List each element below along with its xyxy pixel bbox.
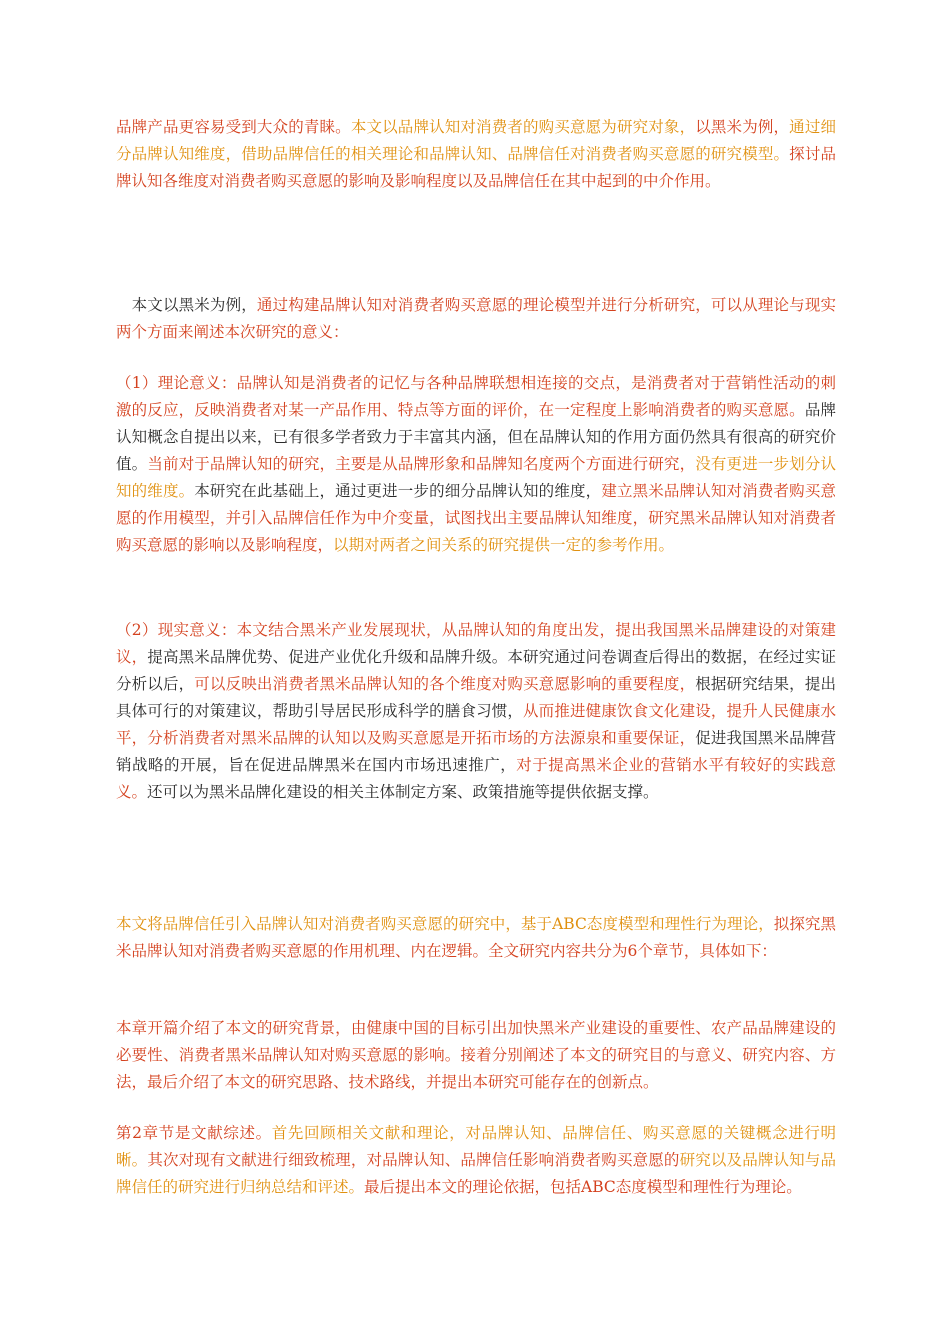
text-segment: 最后提出本文的理论依据，包括ABC态度模型和理性行为理论。 xyxy=(364,1178,802,1196)
text-segment: 可以反映出消费者黑米品牌认知的各个维度对购买意愿影响的重要程度， xyxy=(194,675,696,693)
text-segment: 拟探究黑米品牌认知对消费者购买意愿的作用机理、内在逻辑。全文研究内容共分为6个章节，具体如下： xyxy=(116,915,836,960)
text-segment: 提高黑米品牌优势、促进产业优化升级和品牌升级。本研究通过问卷调查后得出的数据，在经过实证分析以后， xyxy=(116,648,836,693)
text-segment: 本研究在此基础上，通过更进一步的细分品牌认知的维度， xyxy=(194,482,602,500)
text-segment: 以黑米为例， xyxy=(695,118,790,136)
text-segment: 本文将品牌信任引入品牌认知对消费者购买意愿的研究中，基于ABC态度模型和理性行为理论， xyxy=(116,915,774,933)
text-segment: 还可以为黑米品牌化建设的相关主体制定方案、政策措施等提供依据支撑。 xyxy=(147,783,659,801)
text-segment: 首先回顾相关文献和理论，对品牌认知、品牌信任、购买意愿的关键概念进行明晰。 xyxy=(116,1124,836,1169)
text-segment: 研究以及品牌认知与品牌信任的研究进行归纳总结和评述。 xyxy=(116,1151,836,1196)
text-segment: 促进我国黑米品牌营销战略的开展，旨在促进品牌黑米在国内市场迅速推广， xyxy=(116,729,836,774)
paragraph-significance-intro xyxy=(116,292,836,346)
paragraph-research-content xyxy=(116,911,836,965)
text-segment: 根据研究结果，提出具体可行的对策建议，帮助引导居民形成科学的膳食习惯， xyxy=(116,675,836,720)
text-segment: 没有更进一步划分认知的维度。 xyxy=(116,455,836,500)
text-segment: 建立黑米品牌认知对消费者购买意愿的作用模型，并引入品牌信任作为中介变量，试图找出主要品牌认知维度，研究黑米品牌认知对消费者购买意愿的影响以及影响程度， xyxy=(116,482,836,554)
text-segment: 以期对两者之间关系的研究提供一定的参考作用。 xyxy=(333,536,675,554)
text-segment: 探讨品牌认知各维度对消费者购买意愿的影响及影响程度以及品牌信任在其中起到的中介作用。 xyxy=(116,145,836,190)
text-segment: 从而推进健康饮食文化建设，提升人民健康水平，分析消费者对黑米品牌的认知以及购买意愿是开拓市场的方法源泉和重要保证， xyxy=(116,702,836,747)
text-segment: 其次对现有文献进行细致梳理，对品牌认知、品牌信任影响消费者购买意愿的 xyxy=(147,1151,680,1169)
text-segment: （2）现实意义：本文结合黑米产业发展现状，从品牌认知的角度出发，提出我国黑米品牌建设的对策建议， xyxy=(116,621,836,666)
text-segment: 本文以品牌认知对消费者的购买意愿为研究对象， xyxy=(350,118,696,136)
text-segment: 第2章节是文献综述。 xyxy=(116,1124,272,1142)
text-segment: 当前对于品牌认知的研究，主要是从品牌形象和品牌知名度两个方面进行研究， xyxy=(147,455,696,473)
text-segment: 对于提高黑米企业的营销水平有较好的实践意义。 xyxy=(116,756,836,801)
text-segment: 通过细分品牌认知维度，借助品牌信任的相关理论和品牌认知、品牌信任对消费者购买意愿的研究模型。 xyxy=(116,118,836,163)
paragraph-theoretical-significance xyxy=(116,370,836,559)
text-segment: 本章开篇介绍了本文的研究背景，由健康中国的目标引出加快黑米产业建设的重要性、农产品品牌建设的必要性、消费者黑米品牌认知对购买意愿的影响。接着分别阐述了本文的研究目的与意义、研究内容、方法，最后介绍了本文的研究思路、技术路线，并提出本研究可能存在的创新点。 xyxy=(116,1019,836,1091)
text-segment: 品牌认知概念自提出以来，已有很多学者致力于丰富其内涵，但在品牌认知的作用方面仍然具有很高的研究价值。 xyxy=(116,401,836,473)
paragraph-chapter-1 xyxy=(116,1015,836,1096)
text-segment: （1）理论意义：品牌认知是消费者的记忆与各种品牌联想相连接的交点，是消费者对于营销性活动的刺激的反应，反映消费者对某一产品作用、特点等方面的评价，在一定程度上影响消费者的购买意愿。 xyxy=(116,374,836,419)
paragraph-chapter-2 xyxy=(116,1120,836,1201)
text-segment: 通过构建品牌认知对消费者购买意愿的理论模型并进行分析研究，可以从理论与现实两个方面来阐述本次研究的意义： xyxy=(116,296,836,341)
text-segment: 本文以黑米为例， xyxy=(116,296,257,314)
text-segment: 品牌产品更容易受到大众的青睐。 xyxy=(116,118,351,136)
paragraph-practical-significance xyxy=(116,617,836,806)
paragraph-intro xyxy=(116,114,836,195)
